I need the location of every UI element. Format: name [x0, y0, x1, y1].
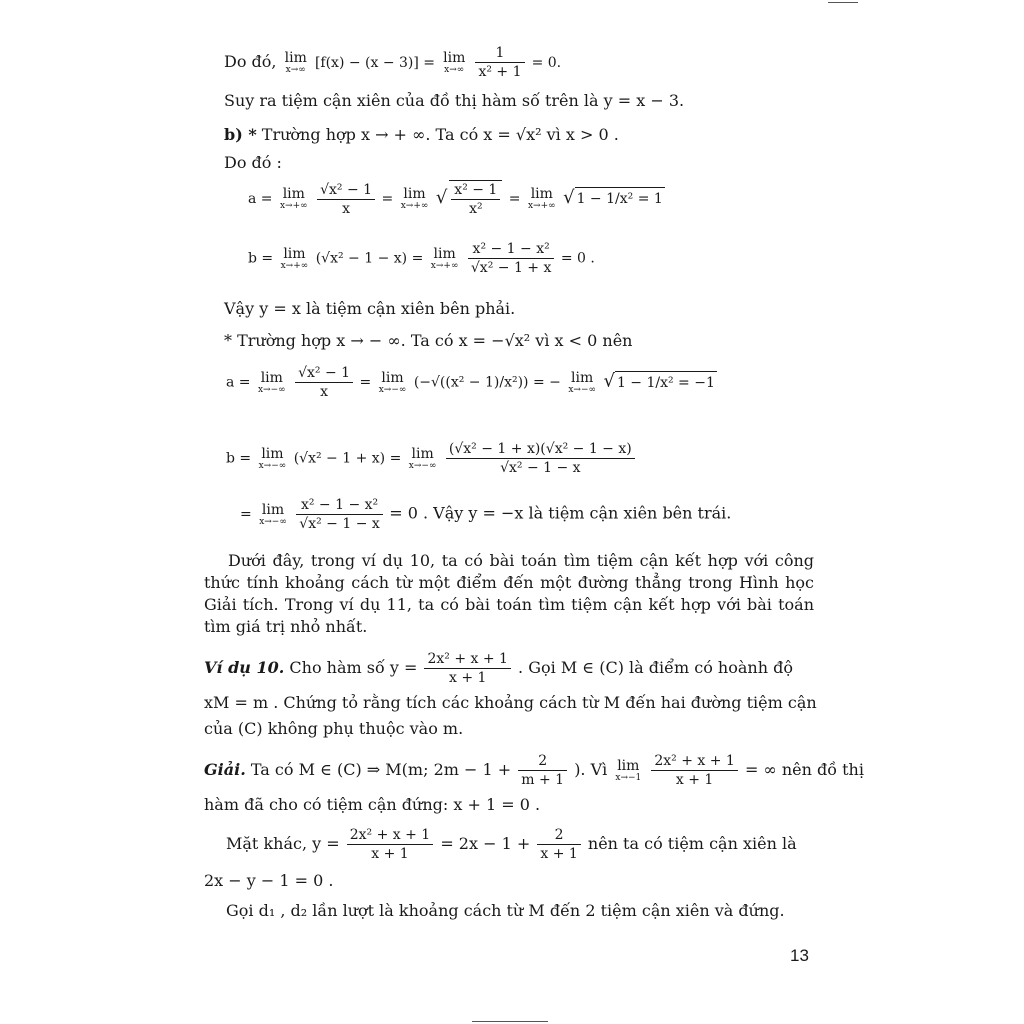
limit-line-1 — [224, 44, 561, 81]
solution-line-2: hàm đã cho có tiệm cận đứng: x + 1 = 0 . — [204, 795, 541, 814]
text-line-2: Suy ra tiệm cận xiên của đồ thị hàm số trên là y = x − 3. — [224, 91, 685, 110]
top-rule — [828, 2, 858, 3]
intro-paragraph: Dưới đây, trong ví dụ 10, ta có bài toán tìm tiệm cận kết hợp với công thức tính khoảng cách từ một điểm đến một đường thẳng trong Hình học Giải tích. Trong ví dụ 11, ta có bài toán tìm tiệm cận kết hợp với bài toán tìm giá trị nhỏ nhất. — [204, 551, 814, 636]
fraction: $\frac{\text{x² − 1 − x²}}{\text{√x² − 1 − x}}$ — [296, 496, 383, 533]
part-label: b) * — [224, 125, 257, 144]
text: Do đó, — [224, 52, 277, 71]
fraction: $\frac{2}{x + 1}$ — [537, 826, 580, 863]
lim: lim x→−∞ — [257, 369, 286, 395]
expr: 1 − 1/x² = 1 — [575, 187, 665, 210]
lim: lim x→−∞ — [258, 445, 287, 471]
lim: lim x→+∞ — [280, 245, 309, 271]
example-label: Ví dụ 10. — [204, 658, 285, 677]
formula-b-minus-cont: = lim x→−∞ $\frac{\text{x² − 1 − x²}}{\text{√x² − 1 − x}}$ = 0 . Vậy y = −x là tiệm cận xiên bên trái. — [240, 497, 732, 532]
page-number: 13 — [790, 946, 809, 965]
text: nên ta có tiệm cận xiên là — [587, 834, 797, 853]
fraction: $\frac{\text{√x² − 1}}{x}$ — [295, 364, 353, 401]
example-10-line-2: xM = m . Chứng tỏ rằng tích các khoảng cách từ M đến hai đường tiệm cận — [204, 693, 817, 712]
solution-line-1 — [204, 752, 864, 789]
formula-a-plus: a = lim x→+∞ $\frac{\text{√x² − 1}}{x}$ = lim x→+∞ √ $\frac{\text{x² − 1}}{\text{x²}}$ = lim x→+∞ √ 1 − 1/x² = 1 — [248, 181, 663, 217]
text-line-3 — [224, 124, 619, 146]
lim: lim x→∞ — [443, 49, 466, 75]
text: ). Vì — [574, 760, 608, 779]
text-line-4: Do đó : — [224, 153, 282, 172]
formula-b-minus: b = lim x→−∞ (√x² − 1 + x) = lim x→−∞ $\frac{\text{(√x² − 1 + x)(√x² − 1 − x)}}{\text{√x² − 1 − x}}$ — [226, 440, 637, 477]
lim: lim x→+∞ — [430, 245, 459, 271]
formula-a-minus: a = lim x→−∞ $\frac{\text{√x² − 1}}{x}$ = lim x→−∞ (−√((x² − 1)/x²)) = − lim x→−∞ √ 1 − 1/x² = −1 — [226, 365, 715, 400]
lim: lim x→−∞ — [408, 445, 437, 471]
fraction: $\frac{1}{\text{x² + 1}}$ — [475, 44, 524, 81]
expr: 1 − 1/x² = −1 — [615, 371, 717, 394]
fraction: $\frac{\text{2x² + x + 1}}{x + 1}$ — [424, 650, 510, 687]
lim: lim x→−∞ — [568, 369, 596, 395]
text-line-8: * Trường hợp x → − ∞. Ta có x = −√x² vì x < 0 nên — [224, 331, 633, 350]
solution-line-3 — [226, 826, 797, 863]
example-10-line-3: của (C) không phụ thuộc vào m. — [204, 719, 464, 738]
bottom-rule — [472, 1021, 548, 1022]
lim: lim x→+∞ — [400, 186, 429, 211]
text-line-7: Vậy y = x là tiệm cận xiên bên phải. — [224, 299, 516, 318]
solution-line-4: 2x − y − 1 = 0 . — [204, 871, 334, 890]
fraction: $\frac{\text{√x² − 1}}{x}$ — [317, 181, 375, 218]
lim: lim x→+∞ — [279, 186, 308, 211]
text: . Gọi M ∈ (C) là điểm có hoành độ — [518, 658, 793, 677]
lim: lim x→−1 — [615, 757, 642, 783]
fraction: $\frac{\text{x² − 1 − x²}}{\text{√x² − 1 + x}}$ — [468, 240, 555, 277]
text: Mặt khác, y = — [226, 834, 340, 853]
solution-line-5: Gọi d₁ , d₂ lần lượt là khoảng cách từ M đến 2 tiệm cận xiên và đứng. — [226, 901, 785, 920]
expr: = 0. — [531, 55, 562, 71]
text: Trường hợp x → + ∞. Ta có x = √x² vì x > 0 . — [261, 125, 619, 144]
fraction: $\frac{\text{2x² + x + 1}}{x + 1}$ — [347, 826, 433, 863]
text: = 0 . Vậy y = −x là tiệm cận xiên bên trái. — [389, 503, 732, 523]
lim: lim x→−∞ — [259, 501, 287, 527]
expr: [f(x) − (x − 3)] = — [314, 55, 436, 71]
fraction: $\frac{\text{(√x² − 1 + x)(√x² − 1 − x)}}{\text{√x² − 1 − x}}$ — [446, 440, 635, 477]
lim: lim x→−∞ — [378, 369, 407, 395]
text: Ta có M ∈ (C) ⇒ M(m; 2m − 1 + — [250, 760, 512, 779]
lim: lim x→+∞ — [527, 186, 556, 211]
expr: (−√((x² − 1)/x²)) — [413, 374, 529, 391]
text: = ∞ nên đồ thị — [744, 760, 864, 779]
text: Cho hàm số y = — [289, 658, 418, 677]
text: = 2x − 1 + — [440, 834, 531, 853]
example-10-line-1 — [204, 650, 793, 687]
solution-label: Giải. — [204, 760, 246, 779]
lim: lim x→∞ — [284, 49, 307, 75]
fraction: $\frac{\text{2x² + x + 1}}{x + 1}$ — [651, 752, 737, 789]
fraction: $\frac{2}{m + 1}$ — [518, 752, 567, 789]
fraction: $\frac{\text{x² − 1}}{\text{x²}}$ — [449, 180, 502, 218]
formula-b-plus: b = lim x→+∞ (√x² − 1 − x) = lim x→+∞ $\frac{\text{x² − 1 − x²}}{\text{√x² − 1 + x}}$ = 0 . — [248, 241, 595, 276]
